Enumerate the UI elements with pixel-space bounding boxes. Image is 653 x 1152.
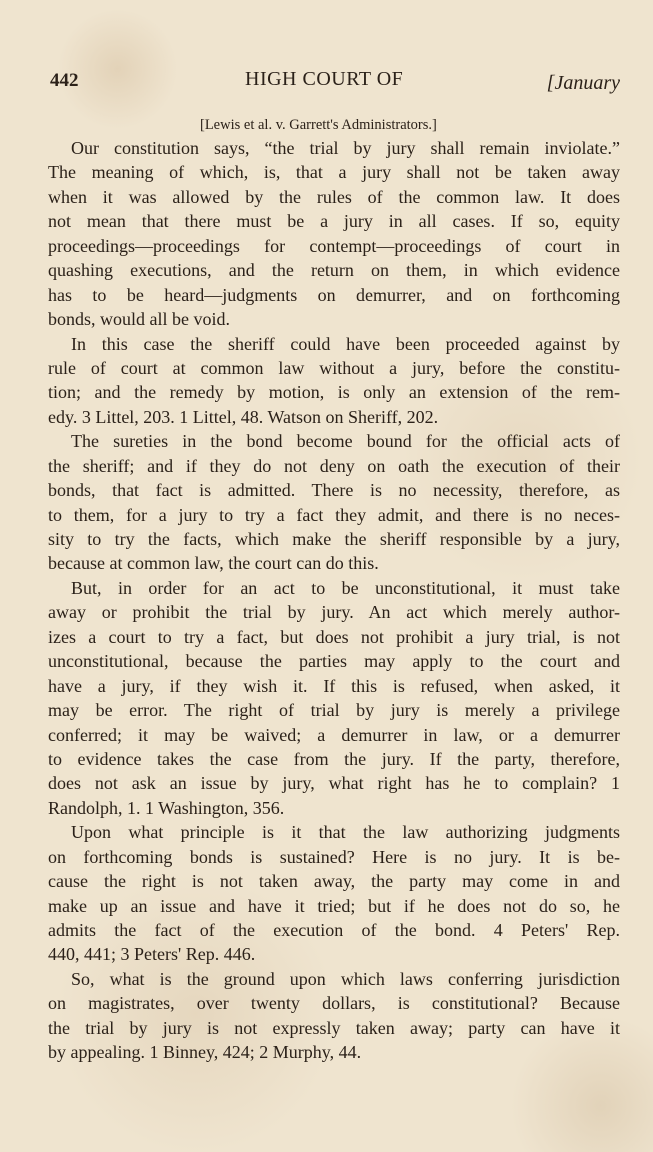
text-line: So, what is the ground upon which laws conferring jurisdiction <box>71 968 620 989</box>
text-line: rule of court at common law without a jury, before the constitu- <box>48 357 620 378</box>
text-line: to evidence takes the case from the jury. If the party, therefore, <box>48 748 620 769</box>
text-line: conferred; it may be waived; a demurrer in law, or a demurrer <box>48 724 620 745</box>
text-line: sity to try the facts, which make the sheriff responsible by a jury, <box>48 529 620 549</box>
text-line: on forthcoming bonds is sustained? Here is no jury. It is be- <box>48 846 620 867</box>
text-line: the sheriff; and if they do not deny on oath the execution of their <box>48 455 620 476</box>
text-line: In this case the sheriff could have been proceeded against by <box>71 333 620 354</box>
text-line: make up an issue and have it tried; but if he does not do so, he <box>48 895 620 916</box>
text-line: cause the right is not taken away, the party may come in and <box>48 871 620 892</box>
text-line: edy. 3 Littel, 203. 1 Littel, 48. Watson on Sheriff, 202. <box>48 406 439 427</box>
text-line: quashing executions, and the return on them, in which evidence <box>48 260 620 281</box>
text-line: The meaning of which, is, that a jury shall not be taken away <box>48 162 620 183</box>
text-line: proceedings—proceedings for contempt—proceedings of court in <box>48 235 620 256</box>
text-line: But, in order for an act to be unconstitutional, it must take <box>71 577 620 598</box>
page-number: 442 <box>50 70 79 91</box>
body-text <box>48 136 620 1065</box>
text-line: may be error. The right of trial by jury is merely a privilege <box>48 700 620 721</box>
text-line: The sureties in the bond become bound for the official acts of <box>71 431 620 452</box>
text-line: tion; and the remedy by motion, is only an extension of the rem- <box>48 382 620 403</box>
text-line: Our constitution says, “the trial by jury shall remain inviolate.” <box>71 138 620 158</box>
text-line: unconstitutional, because the parties may apply to the court and <box>48 651 620 672</box>
text-line: the trial by jury is not expressly taken away; party can have it <box>48 1017 620 1038</box>
text-line: because at common law, the court can do this. <box>48 553 379 574</box>
text-line: bonds, would all be void. <box>48 309 230 330</box>
text-line: to them, for a jury to try a fact they admit, and there is no neces- <box>48 504 620 525</box>
text-line: by appealing. 1 Binney, 424; 2 Murphy, 44. <box>48 1042 362 1063</box>
text-line: izes a court to try a fact, but does not prohibit a jury trial, is not <box>48 626 620 647</box>
text-line: when it was allowed by the rules of the common law. It does <box>48 186 620 207</box>
running-date: [January <box>546 72 620 94</box>
text-line: have a jury, if they wish it. If this is refused, when asked, it <box>48 675 620 696</box>
text-line: does not ask an issue by jury, what right has he to complain? 1 <box>48 773 620 794</box>
text-line: admits the fact of the execution of the bond. 4 Peters' Rep. <box>48 920 620 940</box>
text-line: bonds, that fact is admitted. There is no necessity, therefore, as <box>48 480 620 501</box>
text-line: away or prohibit the trial by jury. An act which merely author- <box>48 602 620 623</box>
case-reference: [Lewis et al. v. Garrett's Administrators.] <box>200 117 437 133</box>
text-line: on magistrates, over twenty dollars, is constitutional? Because <box>48 993 620 1014</box>
text-line: Upon what principle is it that the law authorizing judgments <box>71 822 620 843</box>
text-line: not mean that there must be a jury in all cases. If so, equity <box>48 211 620 232</box>
page-header <box>50 66 620 96</box>
text-line: Randolph, 1. 1 Washington, 356. <box>48 797 285 818</box>
running-head: HIGH COURT OF <box>245 68 404 90</box>
text-line: has to be heard—judgments on demurrer, and on forthcoming <box>48 284 620 305</box>
text-line: 440, 441; 3 Peters' Rep. 446. <box>48 944 256 965</box>
